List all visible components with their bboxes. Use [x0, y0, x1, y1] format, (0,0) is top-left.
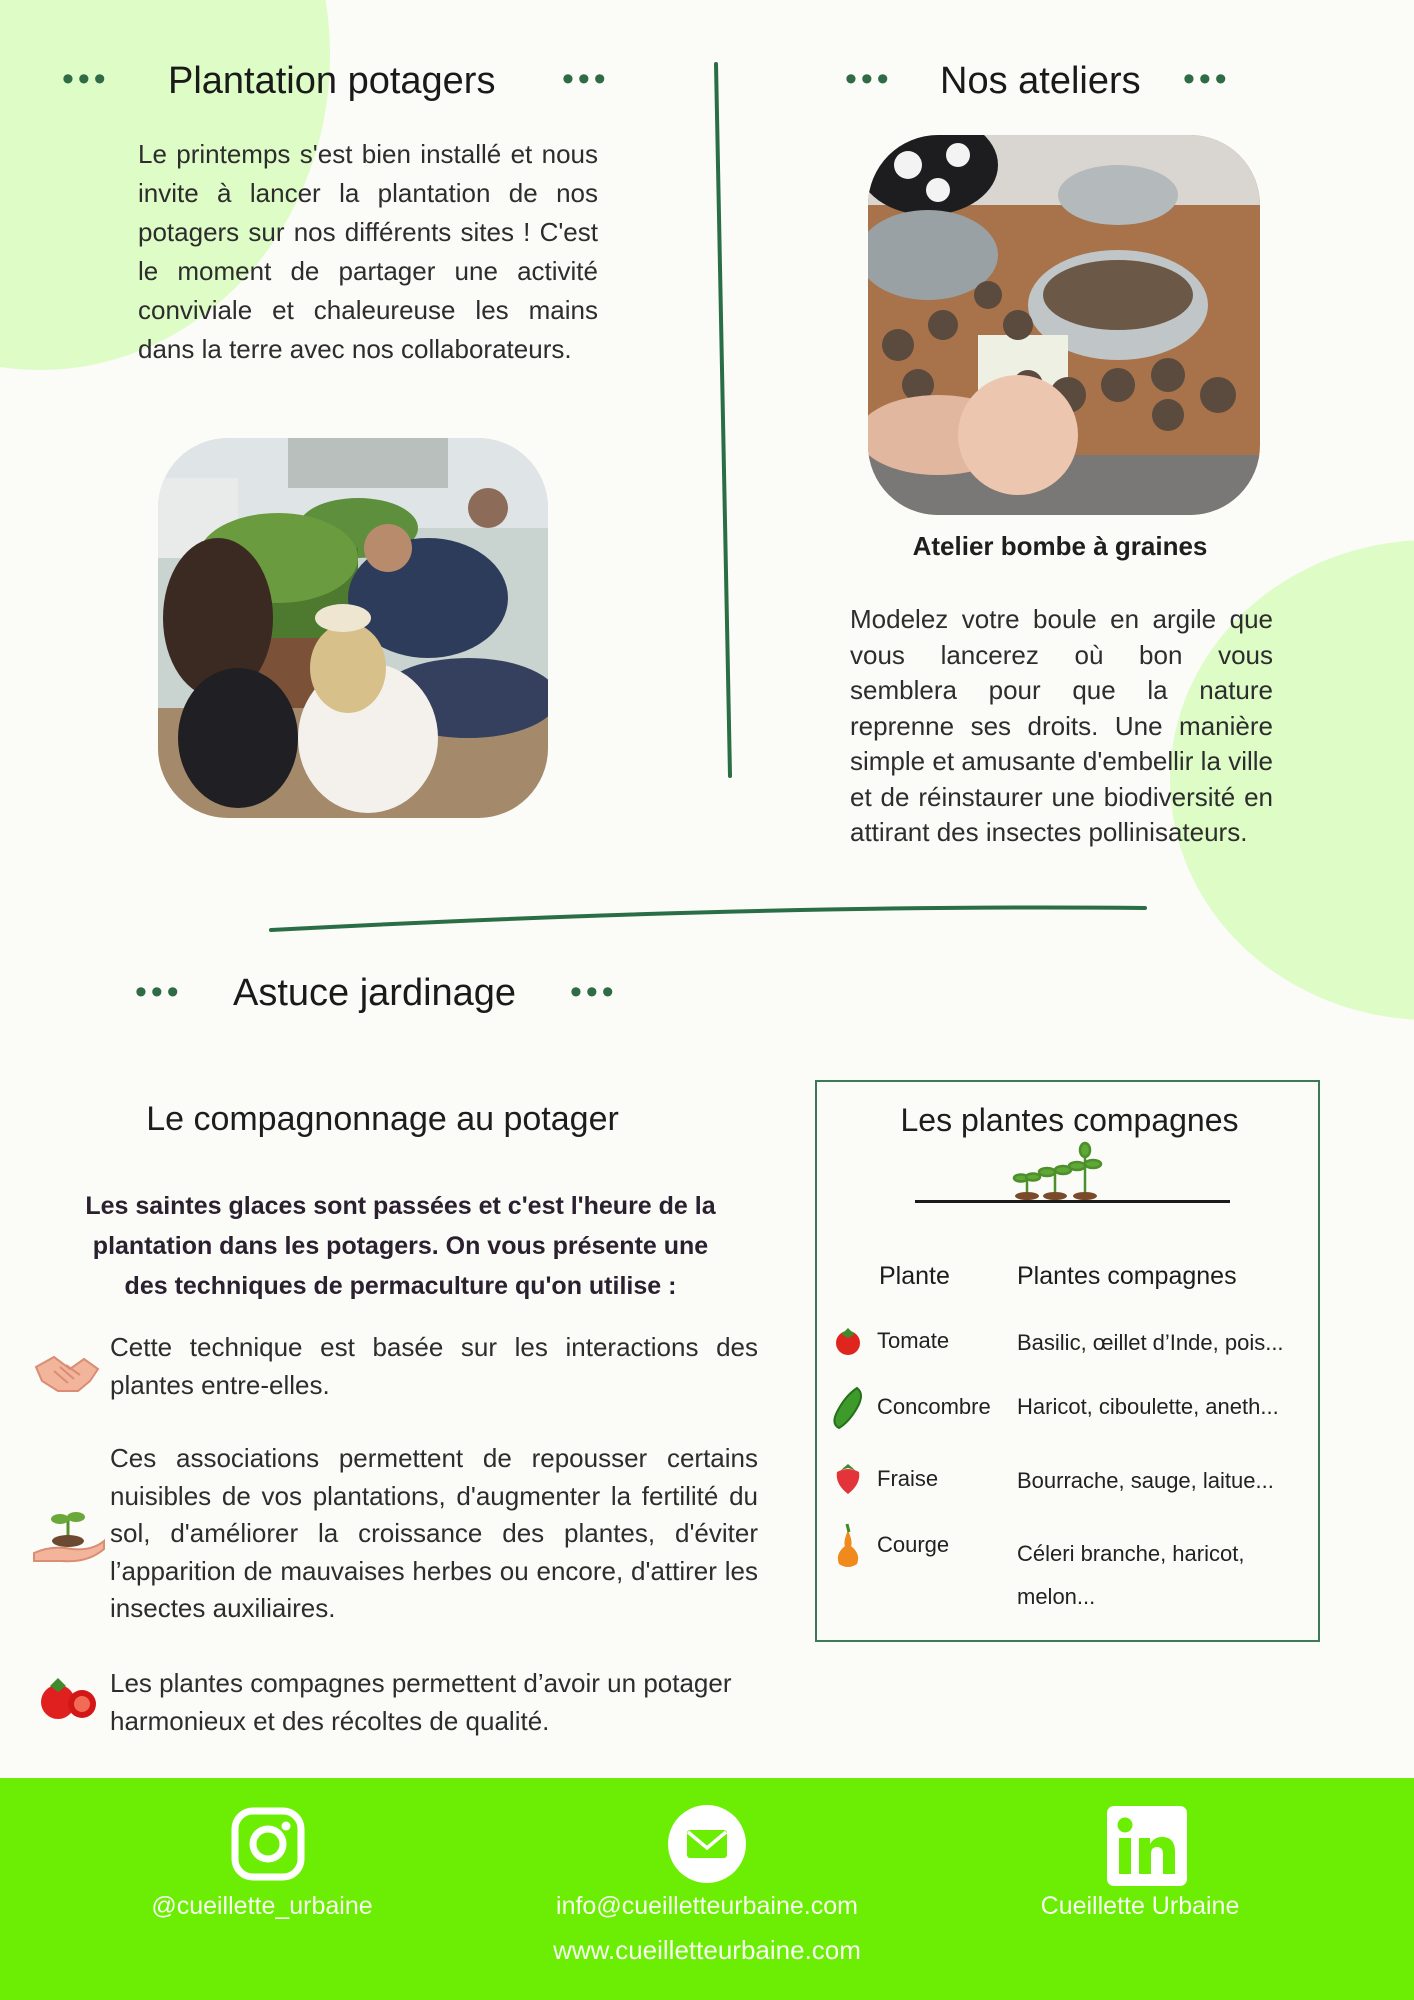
heading-dots-left: •••: [845, 60, 893, 98]
tomato-icon: [833, 1326, 863, 1361]
tomatoes-icon: [36, 1672, 100, 1727]
companions-title: Les plantes compagnes: [900, 1102, 1239, 1138]
email-icon[interactable]: [667, 1804, 747, 1889]
horizontal-divider: [265, 898, 1150, 938]
seed-bomb-workshop-photo: [868, 135, 1260, 515]
companion-row-companions: Bourrache, sauge, laitue...: [1017, 1468, 1274, 1493]
companion-plants-card: [815, 1080, 1320, 1642]
tip-point-1: Cette technique est basée sur les interactions des plantes entre-elles.: [110, 1332, 758, 1400]
email-address[interactable]: info@cueilletteurbaine.com: [556, 1892, 858, 1920]
planting-title: Plantation potagers: [168, 60, 496, 102]
heading-dots-right: •••: [570, 973, 618, 1011]
tip-intro: Les saintes glaces sont passées et c'est l'heure de la plantation dans les potagers. On vous présente une des techniques de permaculture qu'on utilise :: [85, 1192, 716, 1300]
companion-row-plant: Tomate: [877, 1328, 950, 1353]
instagram-handle[interactable]: @cueillette_urbaine: [151, 1892, 373, 1920]
heading-dots-left: •••: [62, 60, 110, 98]
companion-row-plant: Fraise: [877, 1466, 939, 1491]
companion-row-companions: Céleri branche, haricot, melon...: [1017, 1541, 1245, 1609]
tip-point-2: Ces associations permettent de repousser certains nuisibles de vos plantations, d'augmenter la fertilité du sol, d'améliorer la croissance des plantes, d'éviter l’apparition de mauvaises herbes ou encore, d'attirer les insectes auxiliaires.: [110, 1443, 758, 1623]
garden-planting-photo: [158, 438, 548, 818]
workshops-title: Nos ateliers: [940, 60, 1141, 102]
heading-dots-left: •••: [135, 973, 183, 1011]
seedling-hand-icon: [32, 1505, 106, 1572]
website-url[interactable]: www.cueilletteurbaine.com: [553, 1935, 861, 1965]
seedlings-icon: [997, 1140, 1117, 1205]
workshops-text: Modelez votre boule en argile que vous lancerez où bon vous semblera pour que la nature reprenne ses droits. Une manière simple et amusante d'embellir la ville et de réinstaurer une biodiversité en attirant des insectes pollinisateurs.: [850, 604, 1273, 847]
footer: [0, 1778, 1414, 2000]
linkedin-icon[interactable]: [1107, 1806, 1187, 1891]
heading-dots-right: •••: [1183, 60, 1231, 98]
vertical-divider: [710, 60, 740, 780]
strawberry-icon: [833, 1460, 863, 1501]
instagram-icon[interactable]: [230, 1806, 306, 1887]
planting-text: Le printemps s'est bien installé et nous invite à lancer la plantation de nos potagers sur nos différents sites ! C'est le moment de partager une activité conviviale et chaleureuse les mains dans la terre avec nos collaborateurs.: [138, 139, 598, 364]
column-header-plant: Plante: [879, 1262, 950, 1290]
companion-row-plant: Courge: [877, 1532, 950, 1557]
linkedin-name[interactable]: Cueillette Urbaine: [1040, 1892, 1240, 1920]
cucumber-icon: [831, 1384, 865, 1435]
handshake-icon: [32, 1347, 102, 1402]
squash-icon: [833, 1522, 863, 1575]
tip-point-3: Les plantes compagnes permettent d’avoir un potager harmonieux et des récoltes de qualité.: [110, 1668, 732, 1736]
column-header-companions: Plantes compagnes: [1017, 1262, 1237, 1290]
ground-line: [915, 1200, 1230, 1203]
companion-row-companions: Basilic, œillet d’Inde, pois...: [1017, 1330, 1284, 1355]
companion-row-plant: Concombre: [877, 1394, 991, 1419]
companion-row-companions: Haricot, ciboulette, aneth...: [1017, 1394, 1279, 1419]
tip-subtitle: Le compagnonnage au potager: [146, 1100, 619, 1138]
workshop-caption: Atelier bombe à graines: [912, 531, 1208, 561]
heading-dots-right: •••: [562, 60, 610, 98]
tip-title: Astuce jardinage: [233, 972, 517, 1014]
